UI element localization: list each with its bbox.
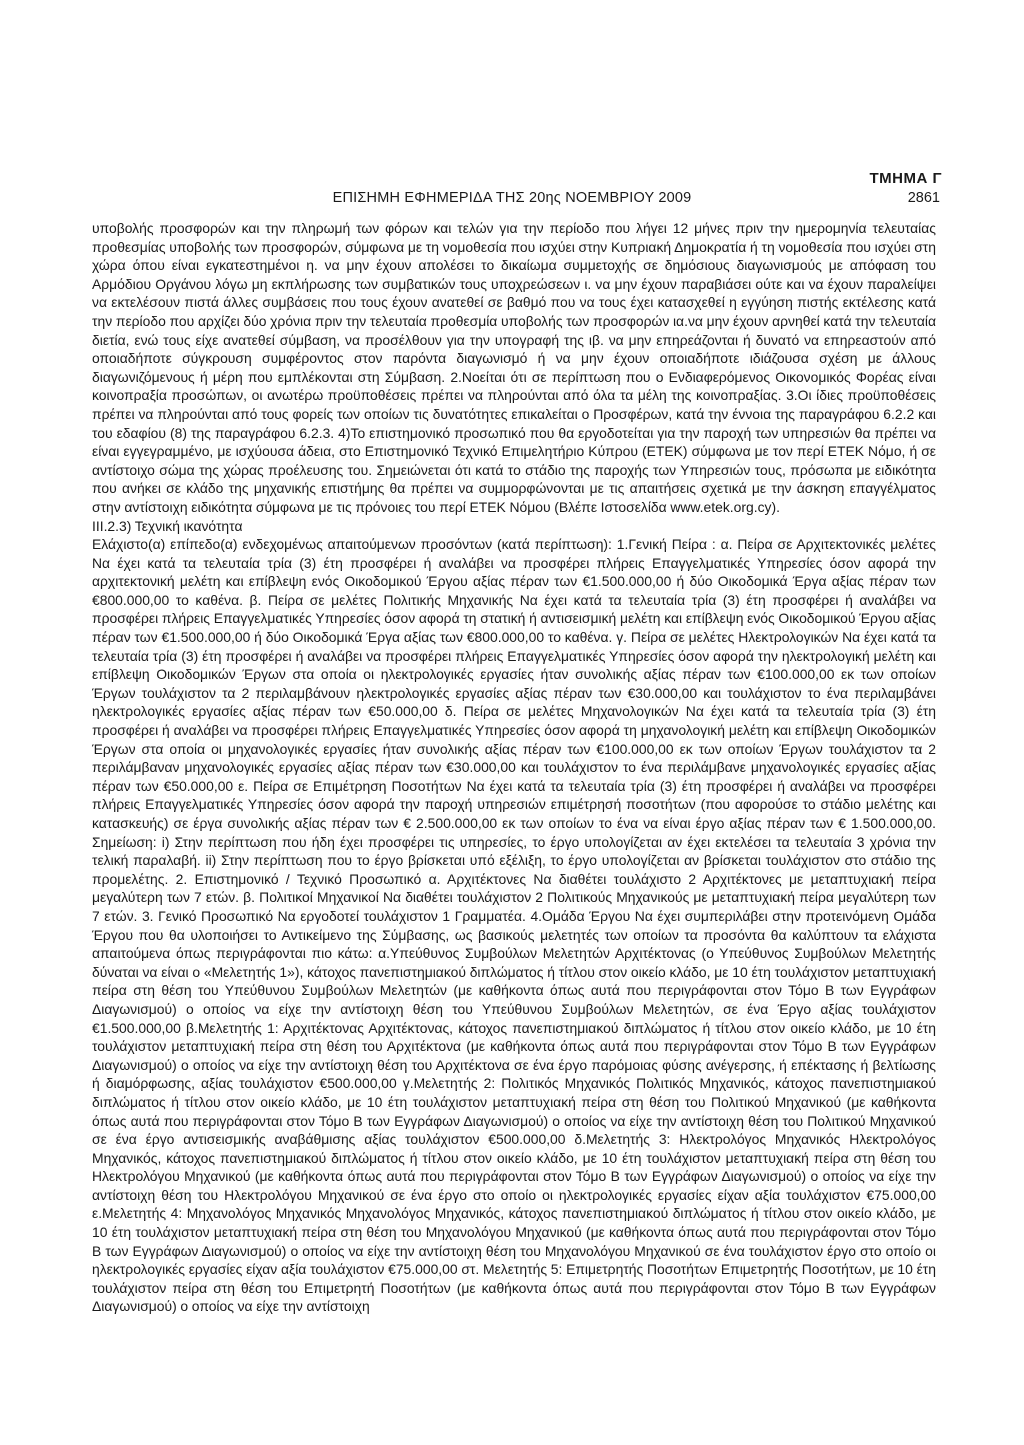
paragraph-minimum-requirements: Ελάχιστο(α) επίπεδο(α) ενδεχομένως απαιτούμενων προσόντων (κατά περίπτωση): 1.Γενική Πείρα : α. Πείρα σε Αρχιτεκτονικές μελέτες Να έχει κατά τα τελευταία τρία (3) έτη προσφέρει ή αναλάβει να προσφέρει πλήρεις Επαγγελματικές Υπηρεσίες όσον αφορά την αρχιτεκτονική μελέτη και επίβλεψη ενός Οικοδομικού Έργου αξίας πέραν των €1.500.000,00 ή δύο Οικοδομικά Έργα αξίας πέραν των €800.000,00 το καθένα. β. Πείρα σε μελέτες Πολιτικής Μηχανικής Να έχει κατά τα τελευταία τρία (3) έτη προσφέρει ή αναλάβει να προσφέρει πλήρεις Επαγγελματικές Υπηρεσίες όσον αφορά τη στατική ή αντισεισμική μελέτη και επίβλεψη ενός Οικοδομικού Έργου αξίας πέραν των €1.500.000,00 ή δύο Οικοδομικά Έργα αξίας των €800.000,00 το καθένα. γ. Πείρα σε μελέτες Ηλεκτρολογικών Να έχει κατά τα τελευταία τρία (3) έτη προσφέρει ή αναλάβει να προσφέρει πλήρεις Επαγγελματικές Υπηρεσίες όσον αφορά την ηλεκτρολογική μελέτη και επίβλεψη Οικοδομικών Έργων στα οποία οι ηλεκτρολογικές εργασίες ήταν συνολικής αξίας πέραν των €100.000,00 εκ των οποίων Έργων τουλάχιστον τα 2 περιλαμβάνουν ηλεκτρολογικές εργασίες αξίας πέραν των €30.000,00 και τουλάχιστον το ένα περιλαμβάνει ηλεκτρολογικές εργασίες αξίας πέραν των €50.000,00 δ. Πείρα σε μελέτες Μηχανολογικών Να έχει κατά τα τελευταία τρία (3) έτη προσφέρει ή αναλάβει να προσφέρει πλήρεις Επαγγελματικές Υπηρεσίες όσον αφορά τη μηχανολογική μελέτη και επίβλεψη Οικοδομικών Έργων στα οποία οι μηχανολογικές εργασίες ήταν συνολικής αξίας πέραν των €100.000,00 εκ των οποίων Έργων τουλάχιστον τα 2 περιλάμβαναν μηχανολογικές εργασίες αξίας πέραν των €30.000,00 και τουλάχιστον το ένα περιλάμβανε μηχανολογικές εργασίες αξίας πέραν των €50.000,00 ε. Πείρα σε Επιμέτρηση Ποσοτήτων Να έχει κατά τα τελευταία τρία (3) έτη προσφέρει ή αναλάβει να προσφέρει πλήρεις Επαγγελματικές Υπηρεσίες όσον αφορά την παροχή υπηρεσιών επιμέτρησή ποσοτήτων (που αφορούσε το στάδιο μελέτης και κατασκευής) σε έργα συνολικής αξίας πέραν των € 2.500.000,00 εκ των οποίων το ένα να είναι έργο αξίας πέραν των € 1.500.000,00. Σημείωση: i) Στην περίπτωση που ήδη έχει προσφέρει τις υπηρεσίες, το έργο υπολογίζεται αν έχει εκτελέσει τα τελευταία 3 χρόνια την τελική παραλαβή. ii) Στην περίπτωση που το έργο βρίσκεται υπό εξέλιξη, το έργο υπολογίζεται αν βρίσκεται τουλάχιστον στο στάδιο της προμελέτης. 2. Επιστημονικό / Τεχνικό Προσωπικό α. Αρχιτέκτονες Να διαθέτει τουλάχιστο 2 Αρχιτέκτονες με μεταπτυχιακή πείρα μεγαλύτερη των 7 ετών. β. Πολιτικοί Μηχανικοί Να διαθέτει τουλάχιστον 2 Πολιτικούς Μηχανικούς με μεταπτυχιακή πείρα μεγαλύτερη των 7 ετών. 3. Γενικό Προσωπικό Να εργοδοτεί τουλάχιστον 1 Γραμματέα. 4.Ομάδα Έργου Να έχει συμπεριλάβει στην προτεινόμενη Ομάδα Έργου που θα υλοποιήσει το Αντικείμενο της Σύμβασης, ως βασικούς μελετητές των οποίων τα προσόντα θα καλύπτουν τα ελάχιστα απαιτούμενα όπως περιγράφονται πιο κάτω: α.Υπεύθυνος Συμβούλων Μελετητών Αρχιτέκτονας (ο Υπεύθυνος Συμβούλων Μελετητής δύναται να είναι ο «Μελετητής 1»), κάτοχος πανεπιστημιακού διπλώματος ή τίτλου στον οικείο κλάδο, με 10 έτη τουλάχιστον μεταπτυχιακή πείρα στη θέση του Υπεύθυνου Συμβούλων Μελετητών (με καθήκοντα όπως αυτά που περιγράφονται στον Τόμο Β των Εγγράφων Διαγωνισμού) ο οποίος να είχε την αντίστοιχη θέση του Υπεύθυνου Συμβούλων Μελετητών, σε ένα Έργο αξίας τουλάχιστον €1.500.000,00 β.Μελετητής 1: Αρχιτέκτονας Αρχιτέκτονας, κάτοχος πανεπιστημιακού διπλώματος ή τίτλου στον οικείο κλάδο, με 10 έτη τουλάχιστον μεταπτυχιακή πείρα στη θέση του Αρχιτέκτονα (με καθήκοντα όπως αυτά που περιγράφονται στον Τόμο Β των Εγγράφων Διαγωνισμού) ο οποίος να είχε την αντίστοιχη θέση του Αρχιτέκτονα σε ένα έργο παρόμοιας φύσης ανέγερσης, ή επέκτασης ή βελτίωσης ή διαμόρφωσης, αξίας τουλάχιστον €500.000,00 γ.Μελετητής 2: Πολιτικός Μηχανικός Πολιτικός Μηχανικός, κάτοχος πανεπιστημιακού διπλώματος ή τίτλου στον οικείο κλάδο, με 10 έτη τουλάχιστον μεταπτυχιακή πείρα στη θέση του Πολιτικού Μηχανικού (με καθήκοντα όπως αυτά που περιγράφονται στον Τόμο Β των Εγγράφων Διαγωνισμού) ο οποίος να είχε την αντίστοιχη θέση του Πολιτικού Μηχανικού σε ένα έργο αντισεισμικής αναβάθμισης αξίας τουλάχιστον €500.000,00 δ.Μελετητής 3: Ηλεκτρολόγος Μηχανικός Ηλεκτρολόγος Μηχανικός, κάτοχος πανεπιστημιακού διπλώματος ή τίτλου στον οικείο κλάδο, με 10 έτη τουλάχιστον μεταπτυχιακή πείρα στη θέση του Ηλεκτρολόγου Μηχανικού (με καθήκοντα όπως αυτά που περιγράφονται στον Τόμο Β των Εγγράφων Διαγωνισμού) ο οποίος να είχε την αντίστοιχη θέση του Ηλεκτρολόγου Μηχανικού σε ένα έργο στο οποίο οι ηλεκτρολογικές εργασίες είχαν αξία τουλάχιστον €75.000,00 ε.Μελετητής 4: Μηχανολόγος Μηχανικός Μηχανολόγος Μηχανικός, κάτοχος πανεπιστημιακού διπλώματος ή τίτλου στον οικείο κλάδο, με 10 έτη τουλάχιστον μεταπτυχιακή πείρα στη θέση του Μηχανολόγου Μηχανικού (με καθήκοντα όπως αυτά που περιγράφονται στον Τόμο Β των Εγγράφων Διαγωνισμού) ο οποίος να είχε την αντίστοιχη θέση του Μηχανολόγου Μηχανικού σε ένα τουλάχιστον έργο στο οποίο οι ηλεκτρολογικές εργασίες είχαν αξία τουλάχιστον €75.000,00 στ. Μελετητής 5: Επιμετρητής Ποσοτήτων Επιμετρητής Ποσοτήτων, με 10 έτη τουλάχιστον πείρα στη θέση του Επιμετρητή Ποσοτήτων (με καθήκοντα όπως αυτά που περιγράφονται στον Τόμο Β των Εγγράφων Διαγωνισμού) ο οποίος να είχε την αντίστοιχη [92,536,936,1315]
body-text [92,219,936,1316]
subheading-technical-capacity: ΙΙΙ.2.3) Τεχνική ικανότητα [92,517,243,534]
gazette-title: ΕΠΙΣΗΜΗ ΕΦΗΜΕΡΙΔΑ ΤΗΣ 20ης ΝΟΕΜΒΡΙΟΥ 2009 [332,190,692,206]
section-label: ΤΜΗΜΑ Γ [869,170,942,187]
paragraph-eligibility: υποβολής προσφορών και την πληρωμή των φόρων και τελών για την περίοδο που λήγει 12 μήνες πριν την ημερομηνία τελευταίας προθεσμίας υποβολής των προσφορών, σύμφωνα με τη νομοθεσία που ισχύει στην Κυπριακή Δημοκρατία ή τη νομοθεσία που ισχύει στη χώρα όπου είναι εγκατεστημένοι η. να μην έχουν απολέσει το δικαίωμα συμμετοχής σε δημόσιους διαγωνισμούς με απόφαση του Αρμόδιου Οργάνου λόγω μη εκπλήρωσης των συμβατικών τους υποχρεώσεων ι. να μην έχουν παραβιάσει ούτε και να έχουν παραλείψει να εκτελέσουν πιστά άλλες συμβάσεις που τους έχουν ανατεθεί σε βαθμό που να τους έχει κατασχεθεί η εγγύηση πιστής εκτέλεσης κατά την περίοδο που αρχίζει δύο χρόνια πριν την τελευταία προθεσμία υποβολής των προσφορών ια.να μην έχουν αρνηθεί κατά την τελευταία διετία, ενώ τους είχε ανατεθεί σύμβαση, να προσέλθουν για την υπογραφή της ιβ. να μην επηρεάζονται ή δυνατό να επηρεαστούν από οποιαδήποτε σύγκρουση συμφέροντος στον παρόντα διαγωνισμό ή να μην έχουν οποιαδήποτε ιδιάζουσα σχέση με άλλους διαγωνιζόμενους ή μέρη που εμπλέκονται στη Σύμβαση. 2.Νοείται ότι σε περίπτωση που ο Ενδιαφερόμενος Οικονομικός Φορέας είναι κοινοπραξία προσώπων, οι ανωτέρω προϋποθέσεις πρέπει να πληρούνται από όλα τα μέλη της κοινοπραξίας. 3.Οι ίδιες προϋποθέσεις πρέπει να πληρούνται από τους φορείς των οποίων τις δυνατότητες επικαλείται ο Προσφέρων, κατά την έννοια της παραγράφου 6.2.2 και του εδαφίου (8) της παραγράφου 6.2.3. 4)Το επιστημονικό προσωπικό που θα εργοδοτείται για την παροχή των υπηρεσιών θα πρέπει να είναι εγγεγραμμένο, με ισχύουσα άδεια, στο Επιστημονικό Τεχνικό Επιμελητήριο Κύπρου (ΕΤΕΚ) σύμφωνα με τον περί ΕΤΕΚ Νόμο, ή σε αντίστοιχο σώμα της χώρας προέλευσης του. Σημειώνεται ότι κατά το στάδιο της παροχής των Υπηρεσιών τους, πρόσωπα με ειδικότητα που ανήκει σε κλάδο της μηχανικής επιστήμης θα πρέπει να συμμορφώνονται με τις απαιτήσεις σχετικά με την άσκηση επαγγέλματος στην αντίστοιχη ειδικότητα σύμφωνα με τις πρόνοιες του περί ΕΤΕΚ Νόμου (Βλέπε Ιστοσελίδα www.etek.org.cy). [92,220,936,515]
page-number: 2861 [907,190,940,206]
